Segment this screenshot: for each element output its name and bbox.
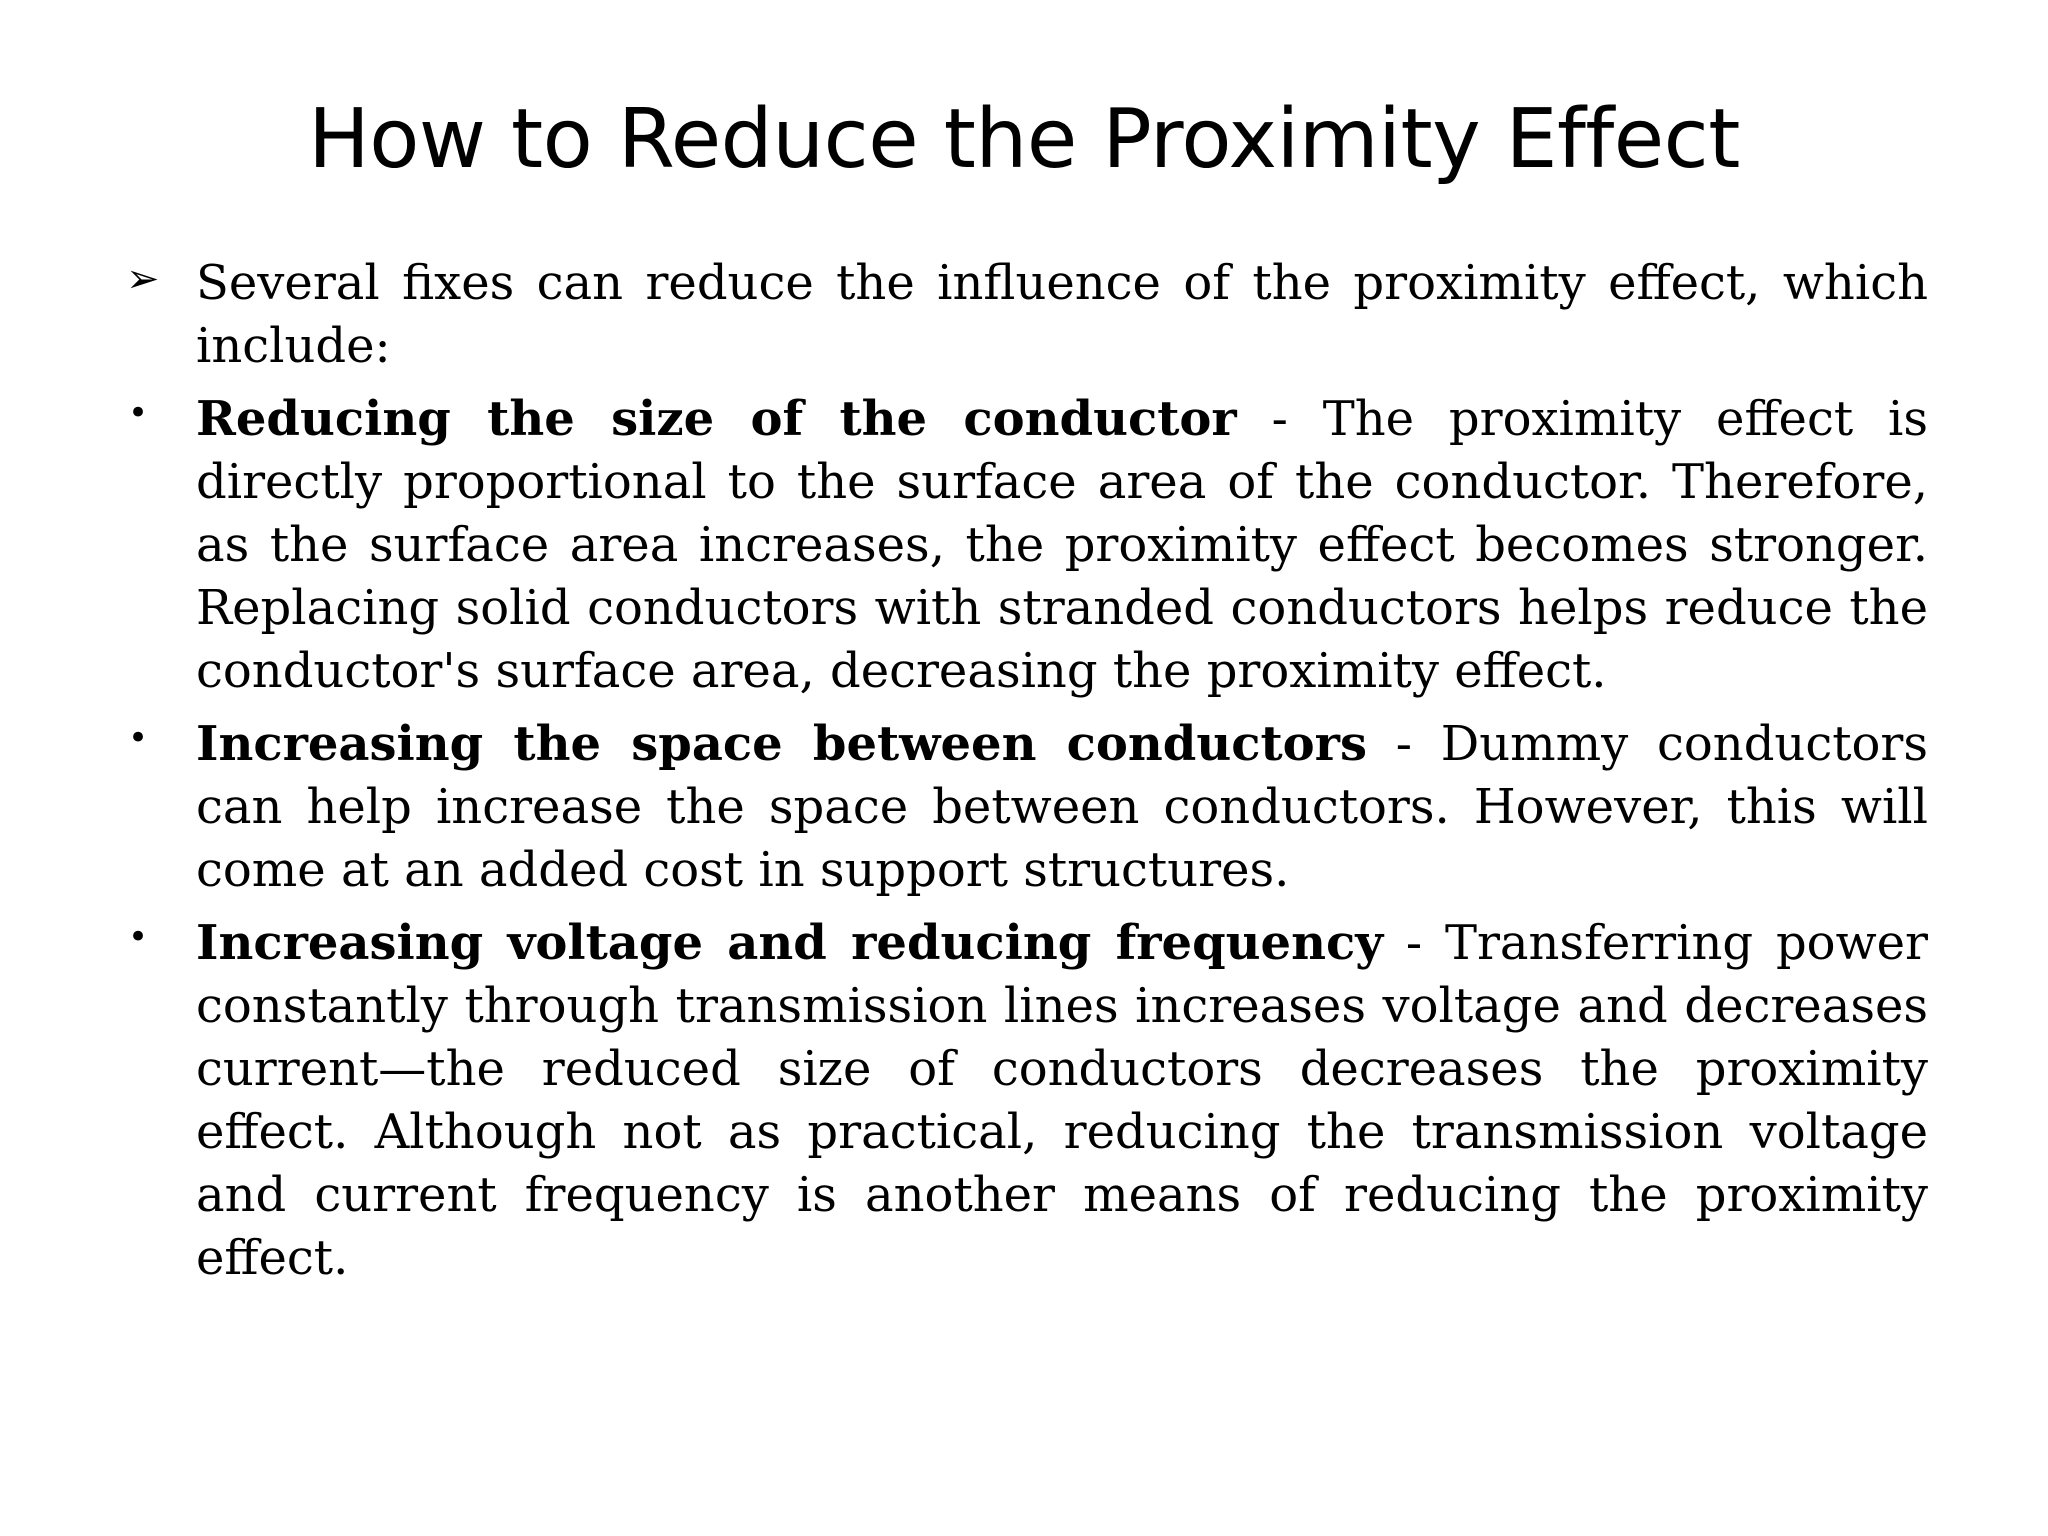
bullet-lead: Increasing the space between conductors: [196, 716, 1367, 772]
bullet-lead: Reducing the size of the conductor: [196, 391, 1237, 447]
bullet-lead: Increasing voltage and reducing frequency: [196, 915, 1384, 971]
bullet-item-reduce-size: [120, 388, 1928, 703]
slide-body: [120, 252, 1928, 1300]
bullet-text: - Dummy conductors can help increase the space between conductors. However, this will come at an added cost in support structures.: [196, 716, 1928, 898]
bullet-text: - The proximity effect is directly proportional to the surface area of the conductor. Therefore, as the surface area increases, the proximity effect becomes stronger. Replacing solid conductors with stranded conductors helps reduce the conductor's surface area, decreasing the proximity effect.: [196, 391, 1929, 699]
intro-item: [120, 252, 1928, 378]
bullet-icon: •: [128, 718, 149, 758]
intro-text: Several fixes can reduce the influence of the proximity effect, which include:: [196, 255, 1928, 374]
slide-title: How to Reduce the Proximity Effect: [308, 92, 1740, 187]
bullet-item-voltage-frequency: [120, 912, 1928, 1290]
bullet-text: - Transferring power constantly through transmission lines increases voltage and decreases current—the reduced size of conductors decreases the proximity effect. Although not as practical, reducing the transmission voltage and current frequency is another means of reducing the proximity effect.: [196, 915, 1929, 1286]
arrowhead-icon: ➢: [126, 256, 160, 302]
bullet-icon: •: [128, 917, 149, 957]
bullet-icon: •: [128, 393, 149, 433]
bullet-item-increase-space: [120, 713, 1928, 902]
